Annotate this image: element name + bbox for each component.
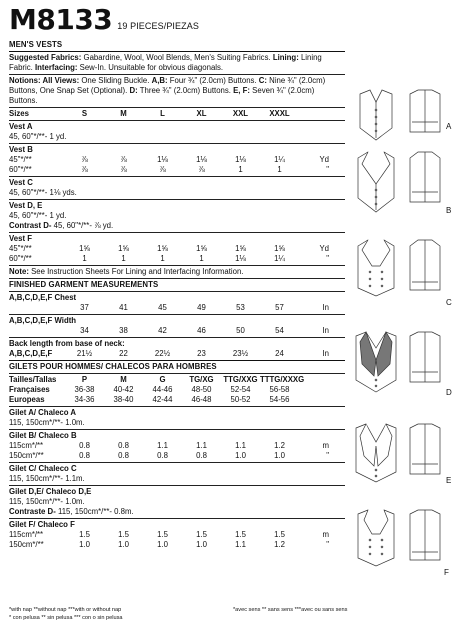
view-letter-e: E xyxy=(446,476,452,485)
gilet-a-yardage: 115, 150cm*/**- 1.0m. xyxy=(9,418,85,427)
table-cell: 23 xyxy=(197,349,206,358)
table-cell: 42 xyxy=(158,326,167,335)
row-label: 45"*/** xyxy=(9,244,32,253)
size-cell: 44-46 xyxy=(152,385,173,394)
header xyxy=(9,4,199,34)
table-cell: ⅞ xyxy=(81,165,88,174)
view-letter-a: A xyxy=(446,122,452,131)
notions-view-label: D: xyxy=(129,86,138,95)
view-e xyxy=(352,422,456,497)
row-label-spacer xyxy=(9,303,65,313)
divider xyxy=(9,406,345,407)
table-cell: 1 xyxy=(82,254,87,263)
lining-text: Lining xyxy=(298,53,322,62)
table-cell: 1 xyxy=(238,165,243,174)
row-label-spacer xyxy=(9,326,65,336)
table-cell: 22½ xyxy=(154,349,171,358)
contrast-yardage: 115, 150cm*/**- 0.8m. xyxy=(55,507,134,516)
divider xyxy=(9,265,345,266)
row-label: 150cm*/** xyxy=(9,540,44,549)
table-cell: 1.5 xyxy=(118,530,129,539)
row-label: 60"*/** xyxy=(9,165,32,174)
vest-de-title: Vest D, E xyxy=(9,201,43,210)
table-cell: ⅞ xyxy=(120,165,127,174)
divider xyxy=(9,373,345,374)
vest-b-drawing xyxy=(352,150,456,222)
table-cell: 0.8 xyxy=(79,441,90,450)
table-cell: 1.0 xyxy=(196,540,207,549)
divider xyxy=(9,176,345,177)
table-cell: 1¼ xyxy=(274,155,285,164)
table-row xyxy=(9,441,345,451)
contrast-yardage: 45, 60"*/**- ⅞ yd. xyxy=(51,221,114,230)
table-cell: 1.5 xyxy=(196,530,207,539)
table-cell: 1⅝ xyxy=(274,244,285,253)
vest-e-drawing xyxy=(352,422,456,492)
chest-label: A,B,C,D,E,F Chest xyxy=(9,293,77,302)
table-cell: 41 xyxy=(119,303,128,312)
view-letter-d: D xyxy=(446,388,452,397)
table-cell: 1⅝ xyxy=(118,244,129,253)
suggested-fabrics-label: Suggested Fabrics: xyxy=(9,53,82,62)
size-cell: 48-50 xyxy=(191,385,212,394)
table-cell: 1⅛ xyxy=(196,155,207,164)
table-cell: 1.1 xyxy=(157,441,168,450)
note xyxy=(9,267,345,277)
gilet-a-title: Gilet A/ Chaleco A xyxy=(9,408,77,417)
size-cell: P xyxy=(81,375,88,384)
size-cell: 38-40 xyxy=(113,395,134,404)
notions-text: Nine ¾" (2.0cm) xyxy=(267,76,326,85)
view-letter-f: F xyxy=(444,568,449,577)
notions-text: Buttons, One Snap Set (Optional). xyxy=(9,86,130,95)
divider xyxy=(9,360,345,361)
table-row xyxy=(9,165,345,175)
table-cell: 49 xyxy=(197,303,206,312)
vest-c-title: Vest C xyxy=(9,178,33,187)
unit-label: In xyxy=(322,349,329,358)
footnotes xyxy=(9,606,449,622)
note-label: Note: xyxy=(9,267,29,276)
table-cell: ⅞ xyxy=(120,155,127,164)
row-label: 150cm*/** xyxy=(9,451,44,460)
table-row xyxy=(9,254,345,264)
notions-view-label: E, F: xyxy=(233,86,251,95)
notions-text: Three ¾" (2.0cm) Buttons. xyxy=(137,86,234,95)
row-label: 60"*/** xyxy=(9,254,32,263)
divider xyxy=(9,314,345,315)
notions xyxy=(9,76,345,106)
vest-de-yardage: 45, 60"*/**- 1 yd. xyxy=(9,211,67,220)
row-label: 115cm*/** xyxy=(9,530,44,539)
table-cell: 57 xyxy=(275,303,284,312)
interfacing-label: Interfacing: xyxy=(35,63,78,72)
row-label: Françaises xyxy=(9,385,50,394)
notions-view-label: A,B: xyxy=(151,76,168,85)
view-c xyxy=(352,238,456,313)
table-cell: 0.8 xyxy=(118,451,129,460)
pieces-count: 19 PIECES/PIEZAS xyxy=(117,21,199,31)
size-cell: 34-36 xyxy=(74,395,95,404)
vest-a-title: Vest A xyxy=(9,122,33,131)
size-cell: M xyxy=(120,109,127,118)
finished-measurements-title: FINISHED GARMENT MEASUREMENTS xyxy=(9,280,159,289)
table-cell: 1.1 xyxy=(196,441,207,450)
row-label: Tailles/Tallas xyxy=(9,375,57,384)
size-cell: 36-38 xyxy=(74,385,95,394)
table-cell: ⅞ xyxy=(159,165,166,174)
divider xyxy=(9,429,345,430)
vest-b-title: Vest B xyxy=(9,145,33,154)
size-cell: 46-48 xyxy=(191,395,212,404)
footnote-es: * con pelusa ** sin pelusa *** con o sin pelusa xyxy=(9,615,123,621)
unit-label: m xyxy=(322,530,329,539)
row-label: 115cm*/** xyxy=(9,441,44,450)
table-cell: 1.0 xyxy=(274,451,285,460)
table-cell: 1⅝ xyxy=(196,244,207,253)
table-cell: 0.8 xyxy=(196,451,207,460)
sizes-label: Sizes xyxy=(9,109,29,118)
view-illustrations xyxy=(352,88,456,608)
view-f xyxy=(352,508,456,583)
table-cell: ⅞ xyxy=(81,155,88,164)
table-cell: 0.8 xyxy=(79,451,90,460)
table-cell: 1.2 xyxy=(274,441,285,450)
contraste-d-line xyxy=(9,507,345,517)
table-cell: 1.5 xyxy=(79,530,90,539)
lining-label: Lining: xyxy=(272,53,299,62)
size-cell: L xyxy=(160,109,165,118)
vest-c-drawing xyxy=(352,238,456,310)
footnote-en: *with nap **without nap ***with or without nap xyxy=(9,607,122,613)
suggested-fabrics xyxy=(9,53,345,73)
size-cell: TTG/XXG xyxy=(223,375,258,384)
size-cell: XXXL xyxy=(269,109,290,118)
table-cell: 22 xyxy=(119,349,128,358)
table-row xyxy=(9,540,345,550)
unit-label: In xyxy=(322,326,329,335)
view-d xyxy=(352,330,456,405)
table-cell: 1¼ xyxy=(274,254,285,263)
unit-label: m xyxy=(322,441,329,450)
divider xyxy=(9,199,345,200)
table-cell: 1⅝ xyxy=(79,244,90,253)
table-cell: 23½ xyxy=(232,349,249,358)
unit-label: Yd xyxy=(319,155,329,164)
size-cell: S xyxy=(81,109,88,118)
table-cell: 1 xyxy=(277,165,282,174)
table-cell: 1.0 xyxy=(157,540,168,549)
vest-f-title: Vest F xyxy=(9,234,32,243)
view-letter-b: B xyxy=(446,206,452,215)
size-cell: G xyxy=(159,375,166,384)
unit-label: " xyxy=(326,540,329,549)
table-cell: 21½ xyxy=(76,349,93,358)
row-label: A,B,C,D,E,F xyxy=(9,349,53,358)
sizes-row xyxy=(9,109,345,119)
suggested-fabrics-text: Gabardine, Wool, Wool Blends, Men's Suiting Fabrics. xyxy=(81,53,273,62)
divider xyxy=(9,518,345,519)
unit-label: " xyxy=(326,165,329,174)
table-cell: 1.5 xyxy=(274,530,285,539)
table-cell: 24 xyxy=(275,349,284,358)
table-cell: 37 xyxy=(80,303,89,312)
table-cell: 1.5 xyxy=(235,530,246,539)
tailles-row xyxy=(9,375,345,385)
contrast-d-line xyxy=(9,221,345,231)
notions-view-label: C: xyxy=(258,76,268,85)
size-cell: 52-54 xyxy=(230,385,251,394)
table-cell: 0.8 xyxy=(118,441,129,450)
table-cell: ⅞ xyxy=(198,165,205,174)
table-cell: 1.1 xyxy=(235,540,246,549)
divider xyxy=(9,51,345,52)
section-title-gilets: GILETS POUR HOMMES/ CHALECOS PARA HOMBRES xyxy=(9,362,217,371)
table-row xyxy=(9,451,345,461)
divider xyxy=(9,291,345,292)
gilet-de-yardage: 115, 150cm*/**- 1.0m. xyxy=(9,497,85,506)
divider xyxy=(9,278,345,279)
divider xyxy=(9,143,345,144)
row-label: 45"*/** xyxy=(9,155,32,164)
size-cell: M xyxy=(120,375,127,384)
table-cell: 1.1 xyxy=(235,441,246,450)
table-cell: 1.0 xyxy=(79,540,90,549)
footnote-fr: *avec sens ** sans sens ***avec ou sans sens xyxy=(233,607,348,613)
back-length-label: Back length from base of neck: xyxy=(9,339,125,348)
table-cell: 1⅛ xyxy=(235,254,246,263)
table-cell: 46 xyxy=(197,326,206,335)
size-cell: XXL xyxy=(232,109,249,118)
unit-label: " xyxy=(326,254,329,263)
vest-d-drawing xyxy=(352,330,456,400)
chest-row xyxy=(9,303,345,313)
table-cell: 1⅛ xyxy=(235,155,246,164)
size-cell: 50-52 xyxy=(230,395,251,404)
notions-text: Seven ¾" (2.0cm) Buttons. xyxy=(9,86,315,105)
table-row xyxy=(9,530,345,540)
note-text: See Instruction Sheets For Lining and Interfacing Information. xyxy=(28,267,244,276)
table-cell: 1.0 xyxy=(235,451,246,460)
unit-label: In xyxy=(322,303,329,312)
notions-text: Four ¾" (2.0cm) Buttons. xyxy=(167,76,259,85)
size-cell: 54-56 xyxy=(269,395,290,404)
vest-a-yardage: 45, 60"*/**- 1 yd. xyxy=(9,132,67,141)
table-cell: 1.2 xyxy=(274,540,285,549)
table-cell: 1⅝ xyxy=(157,244,168,253)
divider xyxy=(9,74,345,75)
size-cell: TTTG/XXXG xyxy=(260,375,305,384)
size-cell: 56-58 xyxy=(269,385,290,394)
fabric-chart xyxy=(9,40,345,550)
table-cell: 1⅝ xyxy=(235,244,246,253)
pattern-number: M8133 xyxy=(9,3,113,36)
divider xyxy=(9,107,345,108)
table-cell: 1 xyxy=(121,254,126,263)
unit-label: " xyxy=(326,451,329,460)
view-letter-c: C xyxy=(446,298,452,307)
table-cell: 1⅛ xyxy=(157,155,168,164)
fabric-text: Fabric. xyxy=(9,63,35,72)
size-cell: 40-42 xyxy=(113,385,134,394)
divider xyxy=(9,337,345,338)
divider xyxy=(9,485,345,486)
contrast-label: Contrast D- xyxy=(9,221,52,230)
table-cell: 1 xyxy=(199,254,204,263)
notions-label: Notions: All Views: xyxy=(9,76,80,85)
table-cell: 34 xyxy=(80,326,89,335)
europeas-row xyxy=(9,395,345,405)
table-cell: 53 xyxy=(236,303,245,312)
vest-a-drawing xyxy=(352,88,456,150)
gilet-c-yardage: 115, 150cm*/**- 1.1m. xyxy=(9,474,85,483)
table-row xyxy=(9,244,345,254)
table-cell: 1.0 xyxy=(118,540,129,549)
table-cell: 1 xyxy=(160,254,165,263)
francaises-row xyxy=(9,385,345,395)
size-cell: TG/XG xyxy=(189,375,214,384)
back-length-row xyxy=(9,349,345,359)
vest-c-yardage: 45, 60"*/**- 1⅛ yds. xyxy=(9,188,77,197)
divider xyxy=(9,232,345,233)
table-row xyxy=(9,155,345,165)
width-label: A,B,C,D,E,F Width xyxy=(9,316,77,325)
gilet-b-title: Gilet B/ Chaleco B xyxy=(9,431,77,440)
section-title-mens-vests: MEN'S VESTS xyxy=(9,40,63,49)
divider xyxy=(9,120,345,121)
table-cell: 0.8 xyxy=(157,451,168,460)
unit-label: Yd xyxy=(319,244,329,253)
table-cell: 1.5 xyxy=(157,530,168,539)
contrast-label: Contraste D- xyxy=(9,507,56,516)
gilet-de-title: Gilet D,E/ Chaleco D,E xyxy=(9,487,92,496)
table-cell: 38 xyxy=(119,326,128,335)
table-cell: 45 xyxy=(158,303,167,312)
gilet-c-title: Gilet C/ Chaleco C xyxy=(9,464,77,473)
width-row xyxy=(9,326,345,336)
row-label: Europeas xyxy=(9,395,45,404)
gilet-f-title: Gilet F/ Chaleco F xyxy=(9,520,75,529)
view-b xyxy=(352,150,456,225)
size-cell: 42-44 xyxy=(152,395,173,404)
notions-text: One Sliding Buckle. xyxy=(79,76,152,85)
table-cell: 54 xyxy=(275,326,284,335)
vest-f-drawing xyxy=(352,508,456,580)
size-cell: XL xyxy=(196,109,207,118)
divider xyxy=(9,462,345,463)
interfacing-text: Sew-In. Unsuitable for obvious diagonals. xyxy=(77,63,224,72)
table-cell: 50 xyxy=(236,326,245,335)
